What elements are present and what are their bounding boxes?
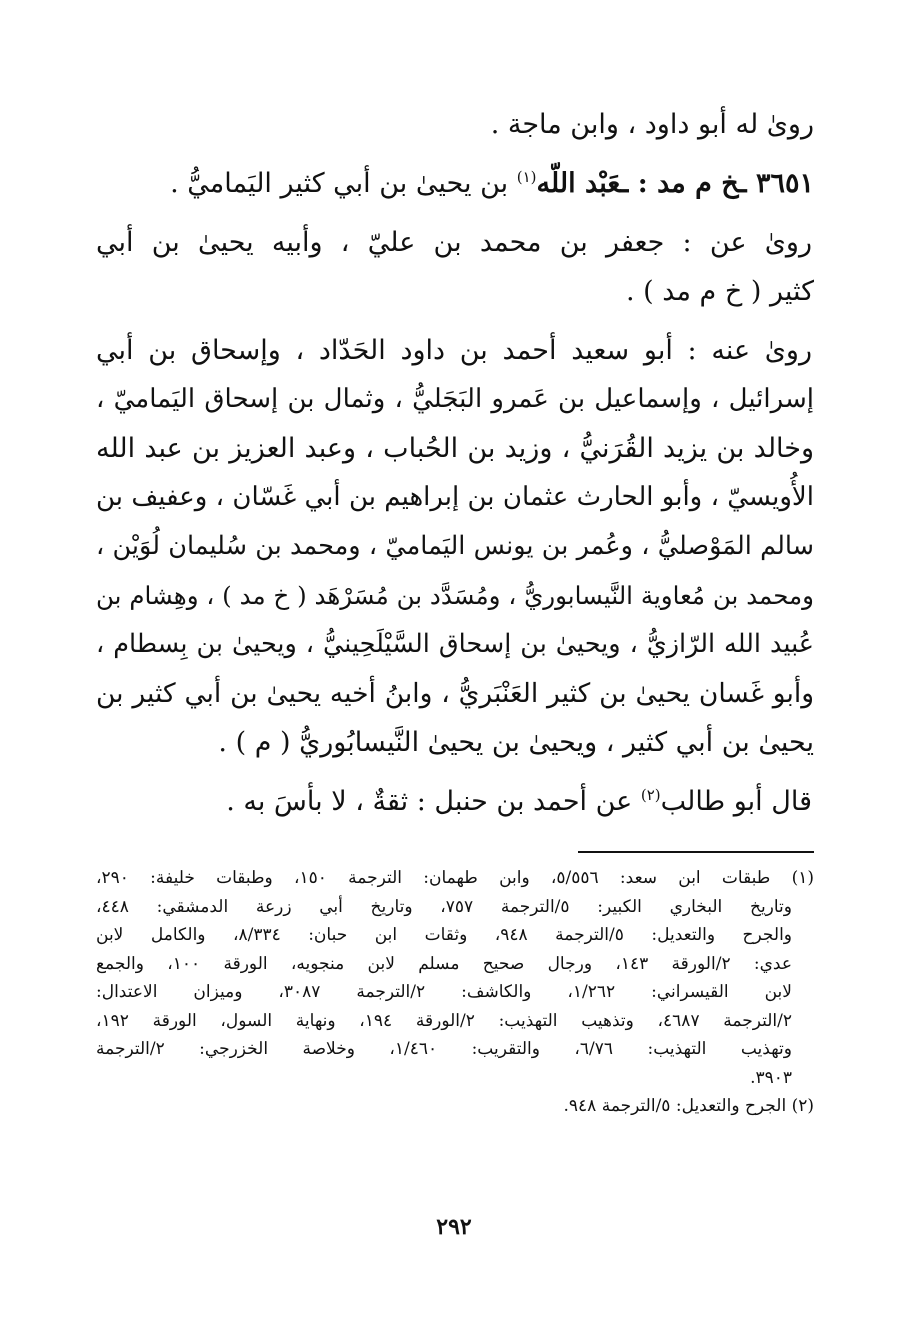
entry-heading (96, 159, 814, 208)
paragraph-gap (96, 208, 814, 218)
qala-before: قال أبو طالب (660, 786, 812, 817)
entry-number-codes: ٣٦٥١ ـخ م مد : ـ (620, 168, 814, 199)
paragraph-gap (96, 767, 814, 777)
footnote-2: (٢) الجرح والتعديل: ٥/الترجمة ٩٤٨. (563, 1096, 814, 1116)
footnote-1-line: عدي: ٢/الورقة ١٤٣، ورجال صحيح مسلم لابن منجويه، الورقة ١٠٠، والجمع (96, 953, 792, 974)
footnote-1-line: وتاريخ البخاري الكبير: ٥/الترجمة ٧٥٧، وتاريخ أبي زرعة الدمشقي: ٤٤٨، (96, 896, 793, 917)
main-text (96, 100, 814, 826)
page-number: ٢٩٢ (436, 1214, 472, 1240)
footnotes (96, 864, 814, 1121)
rawa-anhu-line: إسرائيل ، وإسماعيل بن عَمرو البَجَليُّ ، وثمال بن إسحاق اليَماميّ ، (96, 384, 814, 414)
footnote-divider (578, 851, 814, 853)
paragraph-gap (96, 316, 814, 326)
rawa-anhu-line: عُبيد الله الرّازيُّ ، ويحيىٰ بن إسحاق السَّيْلَحِينيُّ ، ويحيىٰ بن بِسطام ، (96, 629, 814, 659)
rawa-anhu-line: وخالد بن يزيد القُرَنيُّ ، وزيد بن الحُباب ، وعبد العزيز بن عبد الله (96, 433, 814, 464)
footnote-1-line: (١) طبقات ابن سعد: ٥/٥٥٦، وابن طهمان: الترجمة ١٥٠، وطبقات خليفة: ٢٩٠، (96, 868, 814, 888)
footnote-1-line: ٣٩٠٣. (750, 1067, 792, 1088)
footnote-1-line: وتهذيب التهذيب: ٦/٧٦، والتقريب: ١/٤٦٠، وخلاصة الخزرجي: ٢/الترجمة (96, 1039, 792, 1059)
rawa-anhu-line: ومحمد بن مُعاوية النَّيسابوريُّ ، ومُسَدَّد بن مُسَرْهَد ( خ مد ) ، وهِشام بن (96, 581, 814, 610)
entry-rest: بن يحيىٰ بن أبي كثير اليَماميُّ . (170, 168, 517, 199)
rawa-anhu-line: وأبو غَسان يحيىٰ بن كثير العَنْبَريُّ ، وابنُ أخيه يحيىٰ بن أبي كثير بن (96, 678, 814, 709)
footnote-1-line: والجرح والتعديل: ٥/الترجمة ٩٤٨، وثقات ابن حبان: ٨/٣٣٤، والكامل لابن (96, 925, 792, 945)
footnote-marker-2: (٢) (640, 786, 661, 804)
qala-after: عن أحمد بن حنبل : ثقةٌ ، لا بأسَ به . (226, 786, 641, 817)
rawa-anhu-line: سالم المَوْصليُّ ، وعُمر بن يونس اليَماميّ ، ومحمد بن سُليمان لُوَيْن ، (96, 531, 814, 561)
entry-name: عَبْد اللّه (536, 168, 621, 199)
footnote-1-line: لابن القيسراني: ١/٢٦٢، والكاشف: ٢/الترجمة ٣٠٨٧، وميزان الاعتدال: (96, 982, 792, 1002)
rawa-anhu-line: يحيىٰ بن أبي كثير ، ويحيىٰ بن يحيىٰ النَّيسابُوريُّ ( م ) . (218, 727, 814, 758)
rawa-an-line: روىٰ عن : جعفر بن محمد بن عليّ ، وأبيه يحيىٰ بن أبي (96, 227, 812, 258)
footnote-marker-1: (١) (516, 168, 537, 186)
qala-line (96, 777, 814, 826)
paragraph-gap (96, 149, 814, 159)
rawa-anhu-line: روىٰ عنه : أبو سعيد أحمد بن داود الحَدّاد ، وإسحاق بن أبي (96, 335, 812, 366)
footnote-1-line: ٢/الترجمة ٤٦٨٧، وتذهيب التهذيب: ٢/الورقة ١٩٤، ونهاية السول، الورقة ١٩٢، (96, 1010, 792, 1031)
rawa-anhu-line: الأُويسيّ ، وأبو الحارث عثمان بن إبراهيم بن أبي غَسّان ، وعفيف بن (96, 482, 814, 512)
opening-line: رویٰ له أبو داود ، وابن ماجة . (490, 109, 814, 140)
rawa-an-line: كثير ( خ م مد ) . (626, 276, 814, 307)
